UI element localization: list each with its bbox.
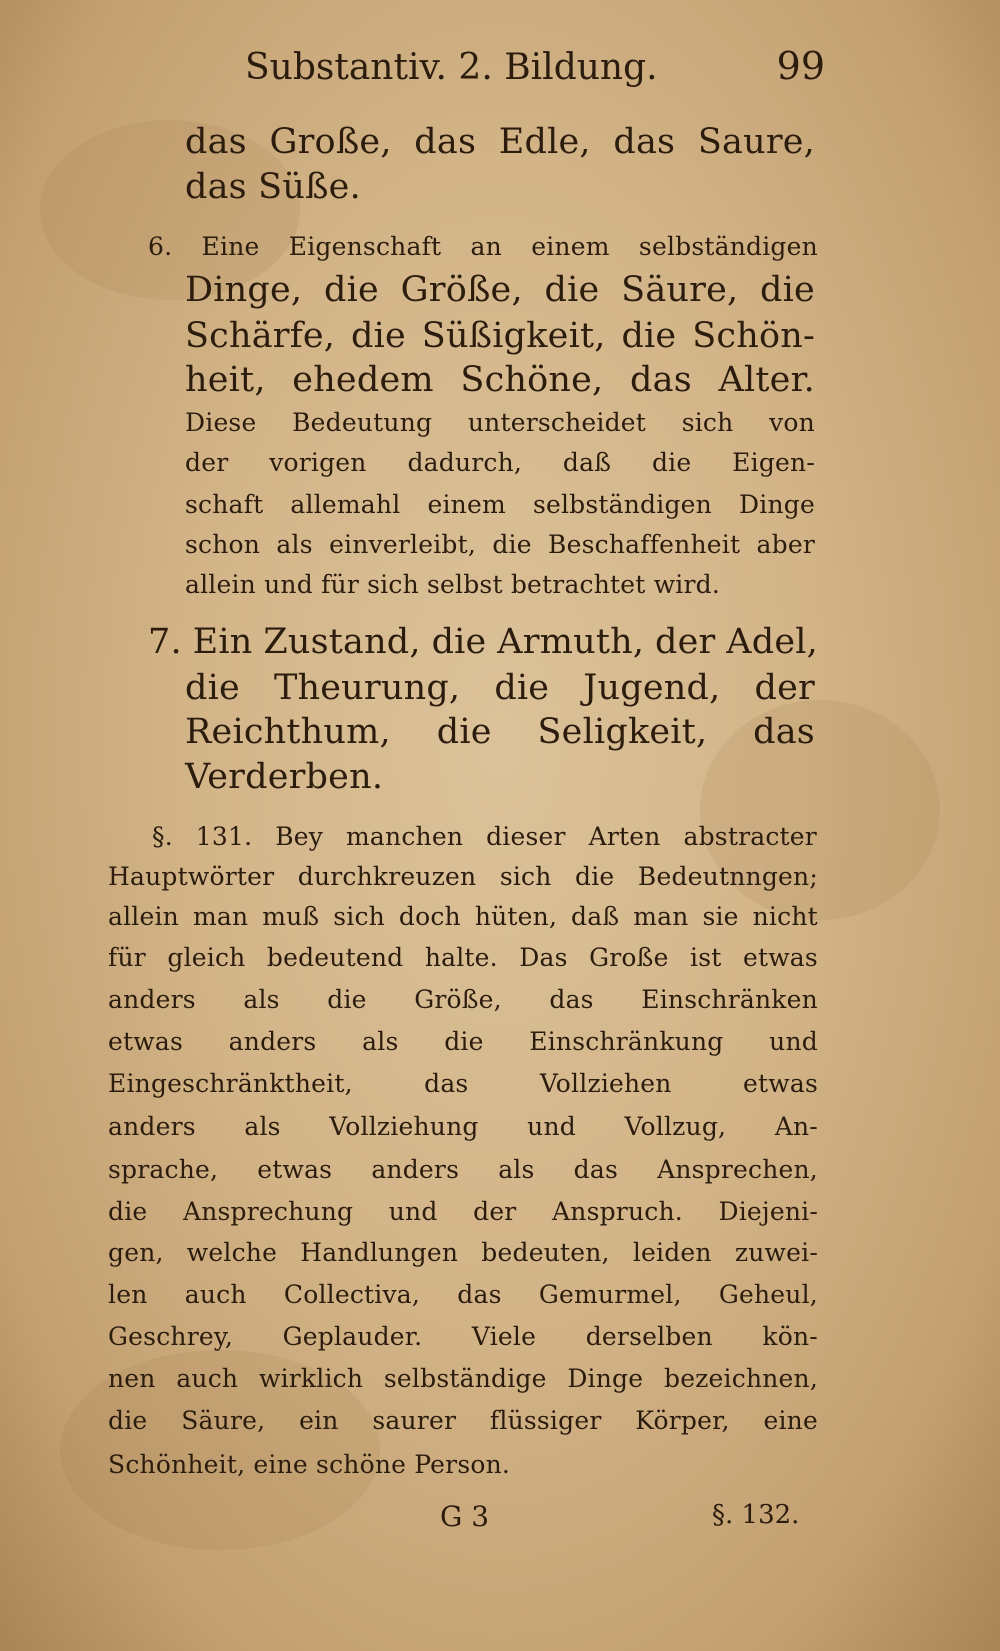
page-number: 99 <box>776 44 825 88</box>
text-line: heit, ehedem Schöne, das Alter. <box>185 360 815 400</box>
text-line: Hauptwörter durchkreuzen sich die Bedeutnngen; <box>108 862 818 891</box>
text-line: das Süße. <box>185 167 361 207</box>
text-line: Reichthum, die Seligkeit, das <box>185 712 815 752</box>
text-line: schaft allemahl einem selbständigen Dinge <box>185 490 815 519</box>
text-line: der vorigen dadurch, daß die Eigen- <box>185 448 815 477</box>
text-line: Dinge, die Größe, die Säure, die <box>185 270 815 310</box>
text-line: die Ansprechung und der Anspruch. Diejeni- <box>108 1197 818 1226</box>
text-line: für gleich bedeutend halte. Das Große ist etwas <box>108 943 818 972</box>
text-line: allein man muß sich doch hüten, daß man sie nicht <box>108 902 818 931</box>
text-line: Verderben. <box>185 757 384 797</box>
text-line: 7. Ein Zustand, die Armuth, der Adel, <box>148 622 818 662</box>
text-line: schon als einverleibt, die Beschaffenheit aber <box>185 530 815 559</box>
text-line: Schönheit, eine schöne Person. <box>108 1450 511 1479</box>
text-line: die Theurung, die Jugend, der <box>185 668 815 708</box>
text-line: das Große, das Edle, das Saure, <box>185 122 815 162</box>
text-line: Schärfe, die Süßigkeit, die Schön- <box>185 316 815 356</box>
text-line: Geschrey, Geplauder. Viele derselben kön- <box>108 1322 818 1351</box>
text-line: §. 131. Bey manchen dieser Arten abstracter <box>152 822 817 851</box>
text-line: nen auch wirklich selbständige Dinge bezeichnen, <box>108 1364 818 1393</box>
catchword: §. 132. <box>712 1500 800 1530</box>
text-line: Eingeschränktheit, das Vollziehen etwas <box>108 1069 818 1098</box>
text-line: anders als die Größe, das Einschränken <box>108 985 818 1014</box>
running-header <box>245 44 825 88</box>
text-line: gen, welche Handlungen bedeuten, leiden zuwei- <box>108 1238 818 1267</box>
text-line: anders als Vollziehung und Vollzug, An- <box>108 1112 818 1141</box>
text-line: die Säure, ein saurer flüssiger Körper, eine <box>108 1406 818 1435</box>
text-line: etwas anders als die Einschränkung und <box>108 1027 818 1056</box>
signature-mark: G 3 <box>440 1500 490 1533</box>
text-line: len auch Collectiva, das Gemurmel, Geheul, <box>108 1280 818 1309</box>
text-line: allein und für sich selbst betrachtet wird. <box>185 570 720 599</box>
running-title: Substantiv. 2. Bildung. <box>245 47 658 88</box>
text-line: Diese Bedeutung unterscheidet sich von <box>185 408 815 437</box>
text-line: 6. Eine Eigenschaft an einem selbständigen <box>148 232 818 261</box>
text-line: sprache, etwas anders als das Ansprechen, <box>108 1155 818 1184</box>
